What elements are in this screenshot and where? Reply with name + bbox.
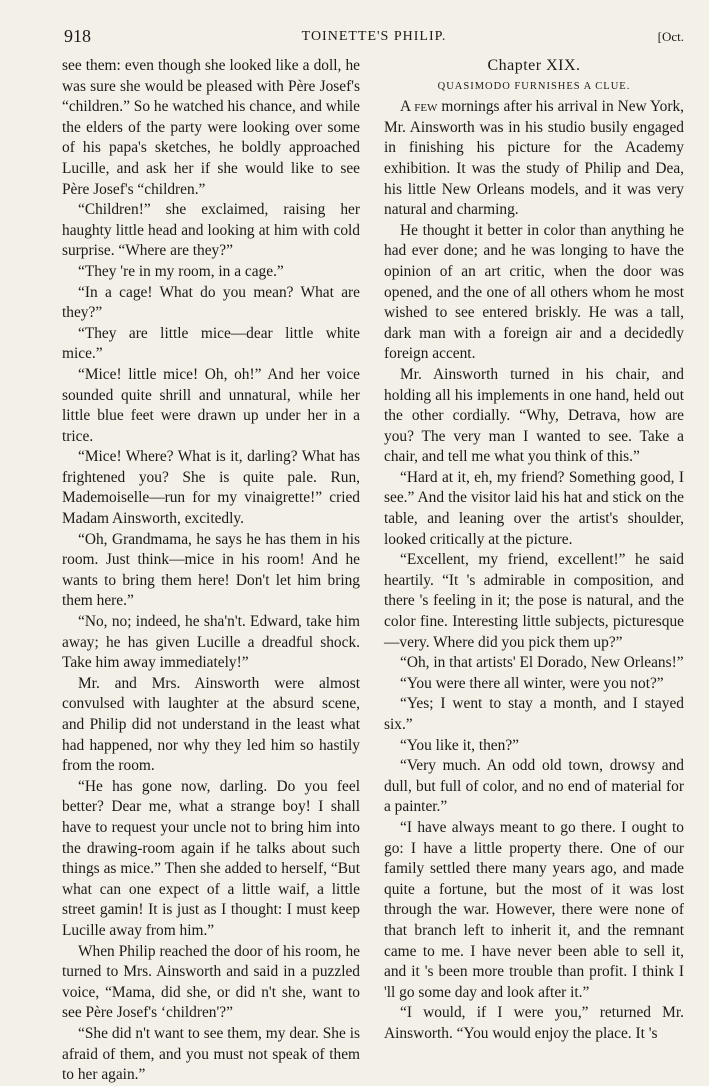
paragraph: “He has gone now, darling. Do you feel better? Dear me, what a strange boy! I shall have to request your uncle not to bring him into the drawing-room again if he talks about such things as mice.” Then she added to herself, “But what can one expect of a little waif, a little street gamin! It is just as I thought: I must keep Lucille away from him.” bbox=[62, 777, 360, 939]
chapter-title: Chapter XIX. bbox=[487, 57, 581, 74]
paragraph: “Mice! Where? What is it, darling? What has frightened you? She is quite pale. Run, Mademoiselle—run for my vinaigrette!” cried Madam Ainsworth, excitedly. bbox=[62, 448, 360, 528]
paragraph: “You were there all winter, were you not?” bbox=[400, 674, 664, 692]
paragraph: see them: even though she looked like a doll, he was sure she would be pleased with Père Josef's “children.” So he watched his chance, and while the elders of the party were looking over some of his papa's sketches, he boldly approached Lucille, and ask her if she would like to see Père Josef's “children.” bbox=[62, 57, 360, 198]
paragraph: “Oh, Grandmama, he says he has them in his room. Just think—mice in his room! And he wants to bring them here! Don't let him bring them here.” bbox=[62, 530, 360, 610]
paragraph: “Very much. An odd old town, drowsy and dull, but full of color, and no end of material for a painter.” bbox=[384, 757, 684, 816]
paragraph: He thought it better in color than anything he had ever done; and he was longing to have the opinion of an art critic, when the door was opened, and the one of all others whom he most wished to see entered briskly. He was a tall, dark man with a foreign air and a decidedly foreign accent. bbox=[384, 221, 684, 363]
paragraph bbox=[384, 97, 684, 221]
paragraph: “I have always meant to go there. I ought to go: I have a little property there. One of our family settled there many years ago, and made quite a fortune, but the most of it was lost through the war. However, there were none of that branch left to inherit it, and the remnant came to me. I have never been able to sell it, and it 's been more trouble than profit. I think I 'll go some day and look after it.” bbox=[384, 818, 684, 1001]
paragraph: “In a cage! What do you mean? What are they?” bbox=[62, 283, 360, 322]
paragraph: “She did n't want to see them, my dear. She is afraid of them, and you must not speak of them to her again.” bbox=[62, 1024, 360, 1084]
paragraph: “Yes; I went to stay a month, and I stayed six.” bbox=[384, 695, 684, 733]
paragraph-text: mornings after his arrival in New York, Mr. Ainsworth was in his studio busily engaged in finishing his picture for the Academy exhibition. It was the study of Philip and Dea, his little New Orleans models, and it was very natural and charming. bbox=[384, 98, 684, 219]
running-title: TOINETTE'S PHILIP. bbox=[301, 29, 447, 44]
paragraph: “Children!” she exclaimed, raising her haughty little head and looking at him with cold surprise. “Where are they?” bbox=[62, 201, 360, 260]
opening-words: A few bbox=[400, 98, 438, 116]
page-number: 918 bbox=[64, 26, 91, 46]
paragraph: “Excellent, my friend, excellent!” he said heartily. “It 's admirable in composition, and there 's feeling in it; the pose is natural, and the color fine. Interesting little subjects, picturesque—very. Where did you pick them up?” bbox=[384, 551, 684, 651]
paragraph: Mr. and Mrs. Ainsworth were almost convulsed with laughter at the absurd scene, and Philip did not understand in the least what had happened, nor why they led him so hastily from the room. bbox=[62, 674, 360, 775]
paragraph: “Mice! little mice! Oh, oh!” And her voice sounded quite shrill and unnatural, while her little blue feet were drawn up under her in a trice. bbox=[62, 365, 360, 445]
paragraph: Mr. Ainsworth turned in his chair, and holding all his implements in one hand, held out the other cordially. “Why, Detrava, how are you? The very man I wanted to see. Take a chair, and tell me what you think of this.” bbox=[384, 365, 684, 466]
paragraph: “They are little mice—dear little white mice.” bbox=[62, 324, 360, 363]
paragraph: “Hard at it, eh, my friend? Something good, I see.” And the visitor laid his hat and stick on the table, and leaning over the artist's shoulder, looked critically at the picture. bbox=[384, 468, 684, 548]
paragraph: “No, no; indeed, he sha'n't. Edward, take him away; he has given Lucille a dreadful shock. Take him away immediately!” bbox=[62, 613, 360, 672]
paragraph: “You like it, then?” bbox=[400, 736, 519, 754]
right-column bbox=[384, 56, 684, 1045]
paragraph: When Philip reached the door of his room, he turned to Mrs. Ainsworth and said in a puzzled voice, “Mama, did she, or did n't she, want to see Père Josef's ‘children'?” bbox=[62, 942, 360, 1022]
left-column bbox=[62, 56, 360, 1086]
paragraph: “I would, if I were you,” returned Mr. Ainsworth. “You would enjoy the place. It 's bbox=[384, 1004, 684, 1042]
running-header bbox=[64, 26, 684, 48]
running-month: [Oct. bbox=[657, 29, 684, 44]
chapter-subtitle: QUASIMODO FURNISHES A CLUE. bbox=[437, 80, 631, 92]
paragraph: “They 're in my room, in a cage.” bbox=[78, 262, 284, 280]
paragraph: “Oh, in that artists' El Dorado, New Orleans!” bbox=[400, 654, 684, 672]
